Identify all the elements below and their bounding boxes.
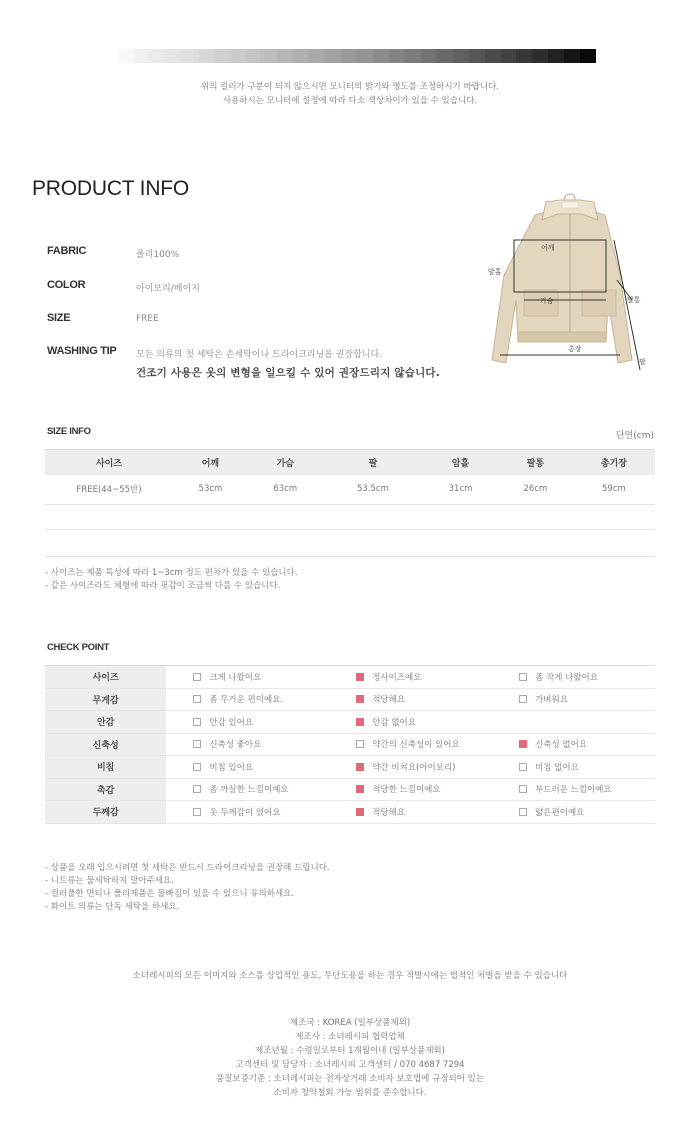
check-option [329,666,492,689]
footer-info-line: 고객센터 및 담당자 : 소녀레시피 고객센터 / 070 4687 7294 [235,1060,465,1070]
size-header-cell: 사이즈 [45,450,173,475]
table-row [45,475,655,505]
unchecked-box-icon [519,673,527,681]
checked-box-icon [356,718,364,726]
size-info-title: SIZE INFO [47,426,91,437]
gradient-swatch [214,49,230,63]
check-option-label: 가벼워요 [535,695,568,706]
check-option-label: 좀 작게 나왔어요 [535,672,598,683]
check-point-table [45,665,655,824]
divider [45,556,655,557]
check-option-label: 안감 있어요 [209,717,254,728]
gradient-swatch [198,49,214,63]
gradient-swatch [230,49,246,63]
diagram-label-sleeve-width: 팔통 [627,296,641,304]
check-category: 안감 [45,711,166,734]
size-table [45,449,655,505]
check-category: 사이즈 [45,666,166,689]
gradient-swatch [166,49,182,63]
checked-box-icon [519,740,527,748]
unchecked-box-icon [193,808,201,816]
size-header-cell: 총기장 [573,450,655,475]
table-row [45,666,655,689]
check-category: 무게감 [45,688,166,711]
size-note: - 같은 사이즈라도 체형에 따라 핏감이 조금씩 다를 수 있습니다. [45,581,281,591]
monitor-notice-line2: 사용하시는 모니터에 설정에 따라 다소 색상차이가 있을 수 있습니다. [222,96,478,106]
footer-info-line: 소비자 청약철회 가능 범위를 준수합니다. [273,1088,427,1098]
care-note: - 니트류는 물세탁하지 말아주세요. [45,876,174,886]
fabric-label: FABRIC [47,245,87,257]
size-cell: 59cm [573,475,655,505]
washing-tip-value: 모든 의류의 첫 세탁은 손세탁이나 드라이크리닝을 권장합니다. [136,350,383,360]
gradient-swatch [437,49,453,63]
gradient-swatch [357,49,373,63]
check-option-label: 비침 있어요 [209,762,254,773]
color-calibration-bar [118,49,596,63]
check-option-label: 얇은편이예요 [535,807,585,818]
gradient-swatch [134,49,150,63]
footer-info-line: 제조국 : KOREA (일부상품제외) [289,1018,411,1028]
gradient-swatch [118,49,134,63]
check-option [492,801,655,824]
care-note: - 화이트 의류는 단독 세탁을 하세요. [45,902,180,912]
check-option-label: 약간의 신축성이 있어요 [372,740,460,751]
check-option [166,778,329,801]
table-row [45,688,655,711]
size-header-cell: 암홀 [423,450,498,475]
checked-box-icon [356,695,364,703]
check-option-label: 신축성 없어요 [535,740,588,751]
size-table-header-row [45,450,655,475]
unchecked-box-icon [519,785,527,793]
unchecked-box-icon [519,763,527,771]
check-option [329,778,492,801]
check-option-label: 적당해요 [372,807,406,818]
gradient-swatch [516,49,532,63]
washing-tip-label: WASHING TIP [47,345,117,357]
gradient-swatch [246,49,262,63]
gradient-swatch [532,49,548,63]
size-header-cell: 팔 [323,450,423,475]
gradient-swatch [501,49,517,63]
check-option-label: 적당해요 [372,695,406,706]
size-cell: 53cm [173,475,248,505]
fabric-value: 폴리100% [136,250,180,260]
table-row [45,801,655,824]
check-option-label: 적당한 느낌이예요 [372,785,441,796]
check-option-label: 정사이즈예요 [372,672,422,683]
unchecked-box-icon [356,740,364,748]
size-header-cell: 어깨 [173,450,248,475]
check-option-label: 비침 없어요 [535,762,579,773]
checked-box-icon [356,808,364,816]
gradient-swatch [182,49,198,63]
copyright-notice: 소녀레시피의 모든 이미지와 소스를 상업적인 용도, 무단도용을 하는 경우 적발시에는 법적인 처벌을 받을 수 있습니다 [132,971,568,981]
size-unit: 단면(cm) [615,431,654,441]
checked-box-icon [356,763,364,771]
diagram-label-length: 총장 [568,345,582,353]
check-option-label: 부드러운 느낌이예요 [535,785,612,796]
care-note: - 컬러풀한 면티나 폴리제품은 물빠짐이 있을 수 있으니 유의하세요. [45,889,295,899]
unchecked-box-icon [519,808,527,816]
check-option [329,711,492,734]
check-option [492,756,655,779]
check-option [329,733,492,756]
color-label: COLOR [47,279,86,291]
size-cell: 53.5cm [323,475,423,505]
diagram-label-sleeve: 팔 [639,358,646,366]
size-cell: 26cm [498,475,573,505]
gradient-swatch [293,49,309,63]
size-note: - 사이즈는 제품 특성에 따라 1~3cm 정도 편차가 있을 수 있습니다. [45,568,298,578]
gradient-swatch [469,49,485,63]
unchecked-box-icon [193,695,201,703]
unchecked-box-icon [193,718,201,726]
size-header-cell: 가슴 [248,450,323,475]
check-option [166,801,329,824]
check-option-label: 크게 나왔어요 [209,672,262,683]
size-header-cell: 팔통 [498,450,573,475]
gradient-swatch [564,49,580,63]
table-row [45,756,655,779]
check-category: 신축성 [45,733,166,756]
unchecked-box-icon [193,673,201,681]
check-option-label: 좀 까실한 느낌이예요 [209,785,289,796]
check-option [166,688,329,711]
gradient-swatch [389,49,405,63]
check-option [166,666,329,689]
check-option-label: 좀 무거운 편이예요. [209,695,284,706]
check-option [329,756,492,779]
table-row [45,778,655,801]
table-row [45,711,655,734]
washing-dryer-warning: 건조기 사용은 옷의 변형을 일으킬 수 있어 권장드리지 않습니다. [136,367,440,379]
checked-box-icon [356,785,364,793]
gradient-swatch [309,49,325,63]
gradient-swatch [150,49,166,63]
check-option-label: 안감 없어요 [372,717,416,728]
size-cell: 31cm [423,475,498,505]
unchecked-box-icon [519,695,527,703]
check-category: 촉감 [45,778,166,801]
product-info-title: PRODUCT INFO [32,177,190,200]
care-note: - 상품을 오래 입으시려면 첫 세탁은 반드시 드라이크리닝을 권장해 드립니다. [45,863,330,873]
gradient-swatch [405,49,421,63]
check-option-label: 신축성 좋아요 [209,740,262,751]
check-option [492,666,655,689]
check-option [166,756,329,779]
check-option [166,733,329,756]
gradient-swatch [325,49,341,63]
footer-info-line: 제조사 : 소녀레시피 협력업체 [295,1032,405,1042]
check-option [329,688,492,711]
gradient-swatch [261,49,277,63]
footer-info-line: 제조년월 : 수령일로부터 1개월이내 (일부상품제외) [255,1046,445,1056]
gradient-swatch [485,49,501,63]
monitor-notice-line1: 위의 컬러가 구분이 되지 않으시면 모니터의 밝기와 명도를 조정하시기 바랍니다. [201,82,499,92]
color-value: 아이보리/베이지 [136,284,200,294]
check-option [492,711,655,734]
gradient-swatch [373,49,389,63]
check-category: 비침 [45,756,166,779]
check-option [166,711,329,734]
check-category: 두께감 [45,801,166,824]
unchecked-box-icon [193,763,201,771]
check-option-label: 약간 비쳐요(아이보리) [372,762,456,773]
size-cell: FREE(44~55반) [45,475,173,505]
divider [45,529,655,530]
diagram-label-armhole: 암홀 [488,268,502,276]
gradient-swatch [580,49,596,63]
gradient-swatch [421,49,437,63]
check-option [492,733,655,756]
size-label: SIZE [47,312,71,324]
footer-info-line: 품질보증기준 : 소녀레시피는 전자상거래 소비자 보호법에 규정되어 있는 [215,1074,485,1084]
unchecked-box-icon [193,785,201,793]
check-point-title: CHECK POINT [47,642,110,653]
check-option [492,778,655,801]
size-value: FREE [136,314,159,324]
diagram-label-shoulder: 어깨 [541,244,555,252]
check-option [329,801,492,824]
size-cell: 63cm [248,475,323,505]
gradient-swatch [341,49,357,63]
table-row [45,733,655,756]
check-option-label: 옷 두께감이 있어요 [209,807,281,818]
gradient-swatch [453,49,469,63]
gradient-swatch [277,49,293,63]
gradient-swatch [548,49,564,63]
checked-box-icon [356,673,364,681]
diagram-label-chest: 가슴 [540,297,554,305]
check-option [492,688,655,711]
unchecked-box-icon [193,740,201,748]
